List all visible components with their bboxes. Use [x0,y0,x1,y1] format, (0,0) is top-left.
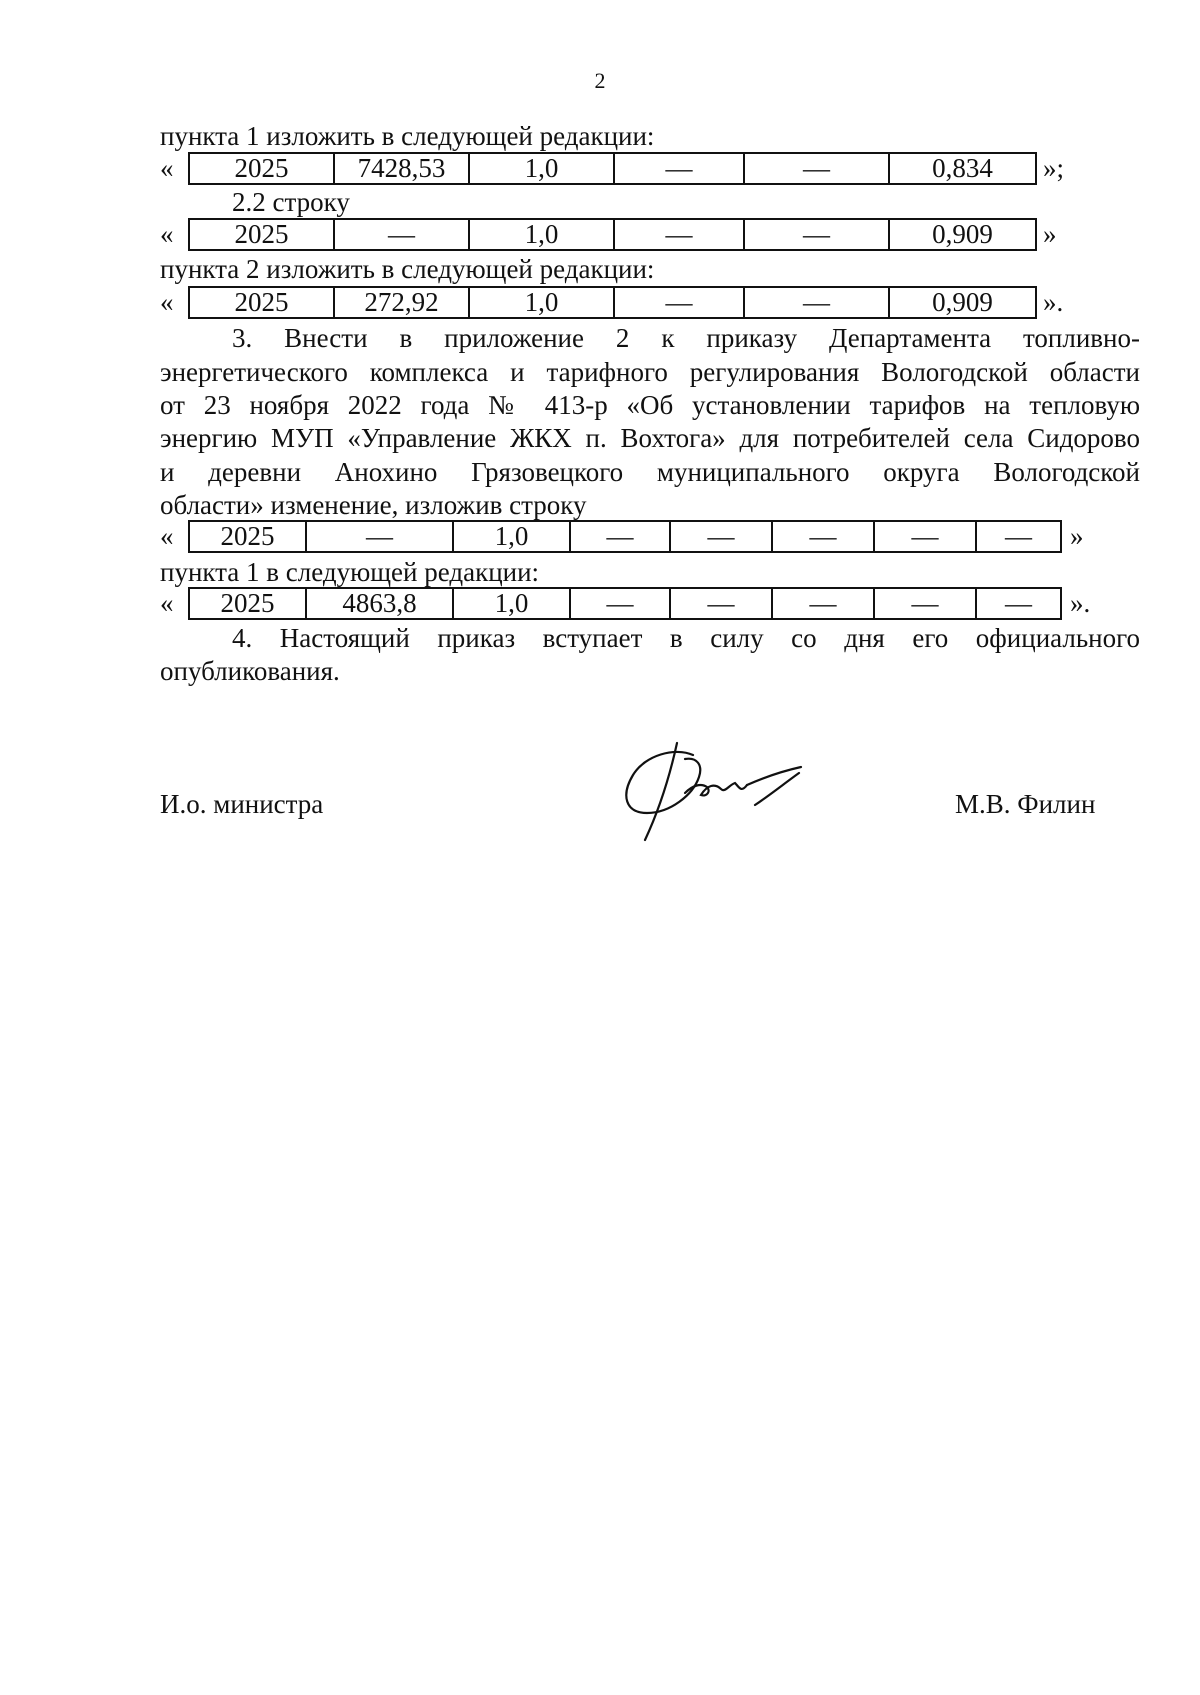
cell-year: 2025 [189,219,334,250]
cell-value: — [744,153,889,184]
cell-value: — [874,521,976,552]
cell-value: — [614,219,744,250]
cell-value: 1,0 [469,287,614,318]
text-line-2-2: 2.2 строку [232,187,350,217]
table-row-2 [0,218,1200,251]
paragraph-3-line: 3. Внести в приложение 2 к приказу Департамента топливно- [232,323,1140,353]
signer-name: М.В. Филин [955,789,1096,819]
cell-value: — [874,588,976,619]
cell-value: — [744,287,889,318]
value-row-table [188,218,1037,251]
paragraph-4-line: опубликования. [160,656,340,686]
close-quote: » [1070,521,1084,551]
cell-value: — [976,588,1061,619]
table-row-1 [0,152,1200,185]
paragraph-3-line: энергетического комплекса и тарифного регулирования Вологодской области [160,357,1140,387]
cell-value: 1,0 [453,521,570,552]
text-line-p2-intro: пункта 2 изложить в следующей редакции: [160,254,655,284]
cell-value: — [306,521,453,552]
table-row-3 [0,286,1200,319]
value-row-table [188,520,1062,553]
cell-value: 4863,8 [306,588,453,619]
cell-value: — [570,521,670,552]
close-quote: ». [1070,588,1091,618]
text-line-p1-new: пункта 1 в следующей редакции: [160,557,540,587]
cell-value: — [772,521,874,552]
close-quote: » [1043,219,1057,249]
cell-value: — [614,153,744,184]
paragraph-3-line: и деревни Анохино Грязовецкого муниципального округа Вологодской [160,457,1140,487]
cell-year: 2025 [189,153,334,184]
paragraph-4-line: 4. Настоящий приказ вступает в силу со дня его официального [232,623,1140,653]
open-quote: « [160,219,174,249]
cell-value: 7428,53 [334,153,469,184]
cell-value: 0,909 [889,287,1036,318]
cell-value: — [772,588,874,619]
cell-value: 1,0 [469,219,614,250]
paragraph-3-line: энергию МУП «Управление ЖКХ п. Вохтога» для потребителей села Сидорово [160,423,1140,453]
open-quote: « [160,287,174,317]
cell-year: 2025 [189,521,306,552]
cell-value: 272,92 [334,287,469,318]
table-row-5 [0,587,1200,620]
cell-value: 1,0 [469,153,614,184]
value-row-table [188,286,1037,319]
paragraph-3-line: от 23 ноября 2022 года № 413-р «Об установлении тарифов на тепловую [160,390,1140,420]
position-title: И.о. министра [160,789,324,819]
cell-value: — [670,588,772,619]
open-quote: « [160,153,174,183]
paragraph-3-line: области» изменение, изложив строку [160,490,587,520]
cell-value: — [744,219,889,250]
cell-value: 0,834 [889,153,1036,184]
open-quote: « [160,521,174,551]
value-row-table [188,152,1037,185]
cell-value: 1,0 [453,588,570,619]
cell-value: — [334,219,469,250]
cell-value: — [570,588,670,619]
cell-year: 2025 [189,287,334,318]
close-quote: »; [1043,153,1065,183]
table-row-4 [0,520,1200,553]
cell-value: — [976,521,1061,552]
text-line-p1-intro: пункта 1 изложить в следующей редакции: [160,121,655,151]
page-number: 2 [594,68,606,93]
cell-value: — [670,521,772,552]
cell-value: — [614,287,744,318]
open-quote: « [160,588,174,618]
cell-year: 2025 [189,588,306,619]
handwritten-signature [615,735,805,845]
cell-value: 0,909 [889,219,1036,250]
value-row-table [188,587,1062,620]
close-quote: ». [1043,287,1064,317]
